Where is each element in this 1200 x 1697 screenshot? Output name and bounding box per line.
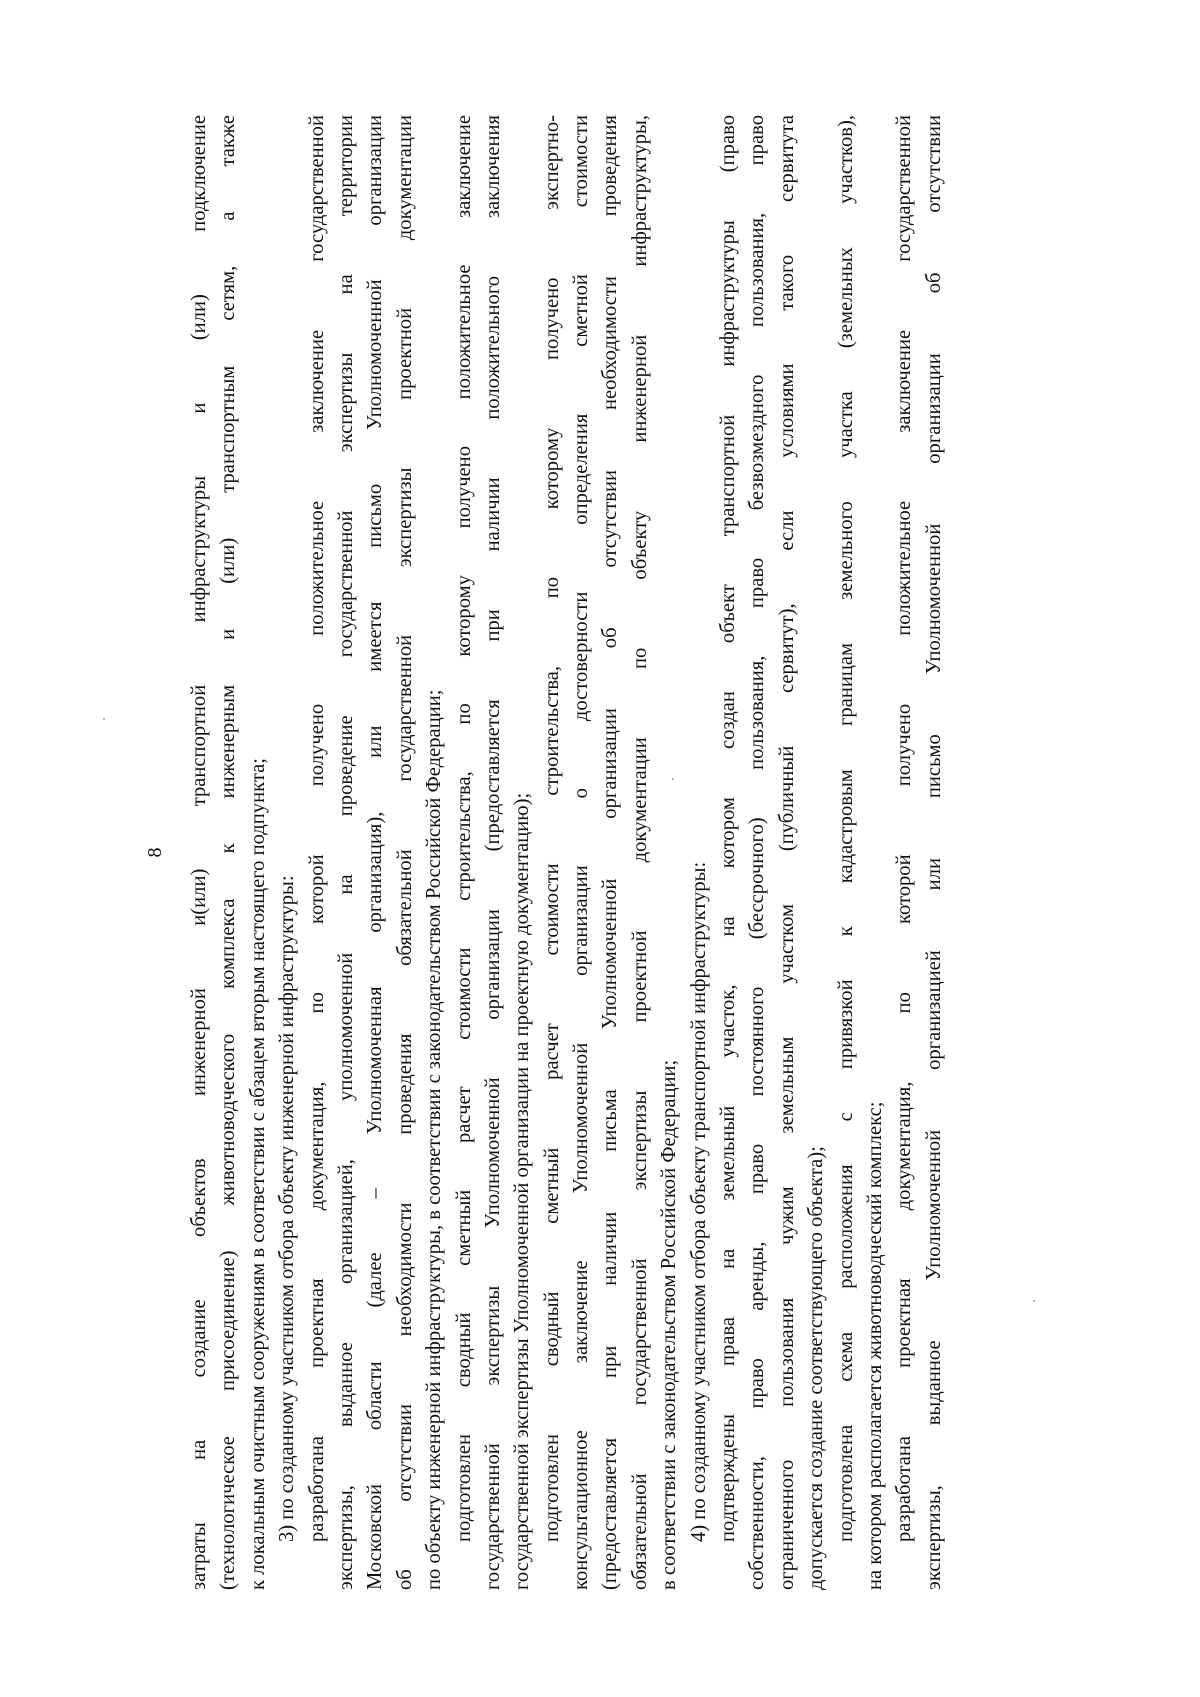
scan-speck <box>103 718 105 720</box>
text-line: подготовлена схема расположения с привязкой к кадастровым границам земельного участка (земельных участков), <box>834 115 857 1542</box>
text-line: государственной экспертизы Уполномоченной организации на проектную документацию); <box>511 792 534 1590</box>
scan-speck <box>1033 1300 1035 1302</box>
text-line: затраты на создание объектов инженерной и(или) транспортной инфраструктуры и (или) подключение <box>188 115 210 1590</box>
page-number: 8 <box>144 847 166 858</box>
text-line: 4) по созданному участником отбора объекту транспортной инфраструктуры: <box>687 861 710 1542</box>
text-line: Московской области (далее – Уполномоченная организация), или имеется письмо Уполномоченной организации <box>364 115 387 1590</box>
text-line: ограниченного пользования чужим земельным участком (публичный сервитут), если условиями такого сервитута <box>775 115 798 1590</box>
text-line: подтверждены права на земельный участок, на котором создан объект транспортной инфраструктуры (право <box>717 115 740 1542</box>
text-line: консультационное заключение Уполномоченной организации о достоверности определения сметной стоимости <box>570 115 593 1590</box>
document-body <box>185 115 949 1590</box>
text-line: экспертизы, выданное организацией, уполномоченной на проведение государственной экспертизы на территории <box>334 115 357 1590</box>
text-line: собственности, право аренды, право постоянного (бессрочного) пользования, право безвозмездного пользования, право <box>746 115 769 1590</box>
text-line: (предоставляется при наличии письма Уполномоченной организации об отсутствии необходимости проведения <box>599 115 622 1590</box>
text-line: обязательной государственной экспертизы проектной документации по объекту инженерной инфраструктуры, <box>628 115 651 1590</box>
text-line: на котором располагается животноводческий комплекс; <box>863 1101 886 1590</box>
text-line: 3) по созданному участником отбора объекту инженерной инфраструктуры: <box>276 875 299 1542</box>
text-line: к локальным очистным сооружениям в соответствии с абзацем вторым настоящего подпункта; <box>246 758 269 1590</box>
rotated-text-block <box>133 115 945 1590</box>
text-line: подготовлен сводный сметный расчет стоимости строительства, по которому получено положительное заключение <box>452 115 475 1542</box>
text-line: государственной экспертизы Уполномоченной организации (предоставляется при наличии положительного заключения <box>481 115 504 1590</box>
text-line: в соответствии с законодательством Российской Федерации; <box>658 1059 681 1590</box>
text-line: об отсутствии необходимости проведения обязательной государственной экспертизы проектной документации <box>393 115 416 1590</box>
text-line: разработана проектная документация, по которой получено положительное заключение государственной <box>893 115 916 1542</box>
text-line: подготовлен сводный сметный расчет стоимости строительства, по которому получено экспертно- <box>540 115 563 1542</box>
text-line: экспертизы, выданное Уполномоченной организацией или письмо Уполномоченной организации об отсутствии <box>922 115 945 1590</box>
text-line: по объекту инженерной инфраструктуры, в соответствии с законодательством Российской Федерации; <box>423 689 446 1590</box>
text-line: (технологическое присоединение) животноводческого комплекса к инженерным и (или) транспортным сетям, а также <box>217 115 240 1590</box>
text-line: допускается создание соответствующего объекта); <box>805 1146 828 1590</box>
text-line: разработана проектная документация, по которой получено положительное заключение государственной <box>305 115 328 1542</box>
